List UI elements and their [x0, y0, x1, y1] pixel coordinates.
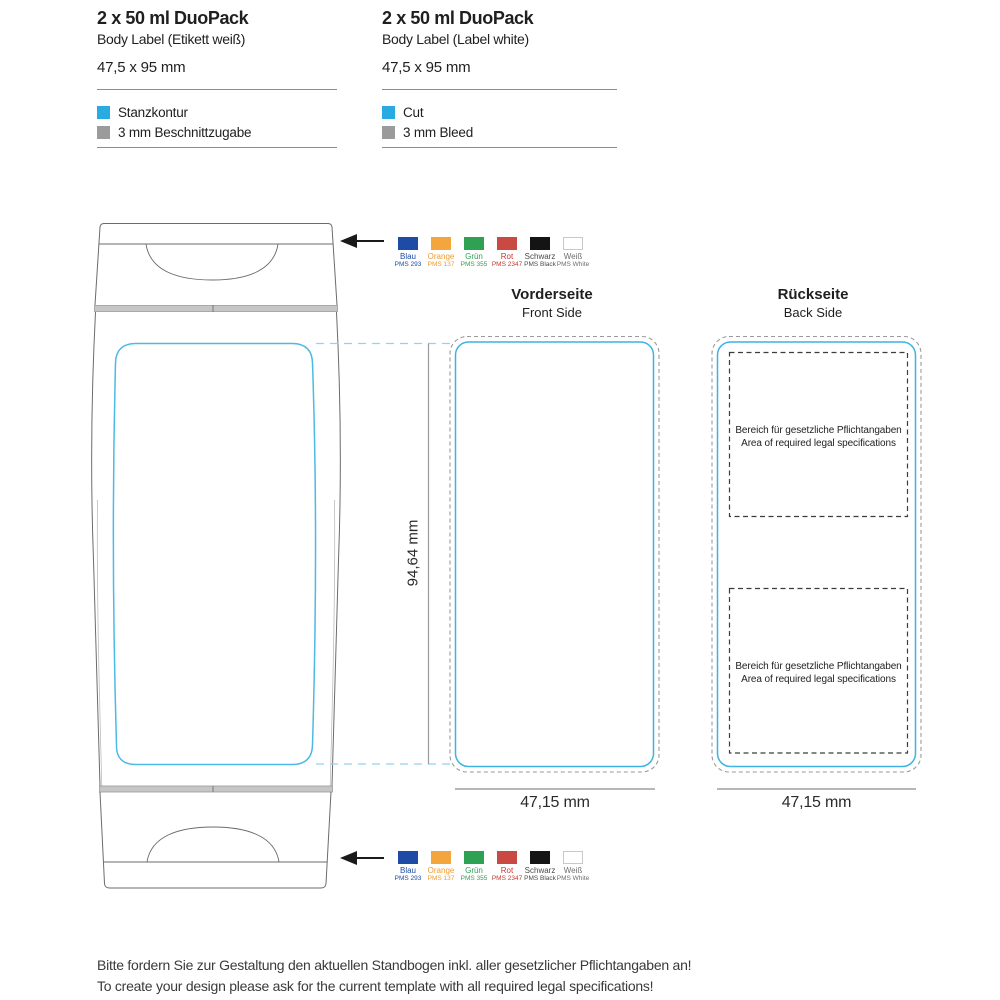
divider [382, 147, 617, 148]
color-swatch-weiß [556, 237, 590, 269]
legal-area-text-2 [733, 660, 904, 686]
cap-bottom-arrow-left-icon [340, 851, 384, 865]
swatch-name: Weiß [563, 252, 583, 261]
spec-subtitle-left: Body Label (Etikett weiß) [97, 31, 246, 47]
swatch-pms-code: PMS 137 [427, 261, 455, 268]
swatch-color-box [530, 237, 550, 250]
swatch-name: Schwarz [524, 252, 556, 261]
front-width-dimension-label: 47,15 mm [520, 794, 590, 811]
swatch-pms-code: PMS White [556, 261, 590, 268]
swatch-color-box [398, 237, 418, 250]
swatch-pms-code: PMS White [556, 875, 590, 882]
swatch-name: Grün [465, 252, 483, 261]
legal-text-de: Bereich für gesetzliche Pflichtangaben [735, 425, 902, 436]
legend-label: Cut [403, 105, 424, 120]
color-swatch-rot [491, 851, 523, 883]
swatch-pms-code: PMS 2347 [491, 261, 523, 268]
color-swatch-strip-top [394, 237, 590, 269]
projection-guide-lines [316, 344, 451, 765]
spec-subtitle-right: Body Label (Label white) [382, 31, 529, 47]
color-swatch-grün [460, 851, 488, 883]
swatch-pms-code: PMS Black [524, 875, 556, 882]
swatch-name: Rot [500, 866, 514, 875]
swatch-name: Blau [399, 866, 416, 875]
color-swatch-blau [394, 237, 422, 269]
front-title: Vorderseite [511, 286, 593, 303]
color-swatch-orange [427, 237, 455, 269]
swatch-name: Blau [399, 252, 416, 261]
legal-text-de: Bereich für gesetzliche Pflichtangaben [735, 661, 902, 672]
bottle-body [92, 312, 341, 792]
swatch-name: Orange [427, 866, 455, 875]
swatch-color-box [431, 851, 451, 864]
back-cut-outline [718, 342, 916, 767]
swatch-color-box [497, 237, 517, 250]
swatch-color-box [563, 851, 583, 864]
height-dimension-label: 94,64 mm [404, 519, 422, 587]
back-title: Rückseite [777, 286, 849, 303]
legend-row-bleed-en [382, 125, 473, 140]
legend-label: Stanzkontur [118, 105, 188, 120]
legend-row-cut-en [382, 105, 423, 120]
color-swatch-blau [394, 851, 422, 883]
color-swatch-schwarz [524, 237, 556, 269]
legal-text-en: Area of required legal specifications [741, 438, 896, 449]
back-side-heading [713, 286, 913, 320]
front-subtitle: Front Side [522, 305, 582, 320]
swatch-pms-code: PMS 355 [460, 875, 488, 882]
color-swatch-rot [491, 237, 523, 269]
swatch-pms-code: PMS 293 [394, 875, 422, 882]
swatch-name: Rot [500, 252, 514, 261]
legend-row-cut-de [97, 105, 188, 120]
spec-title-left: 2 x 50 ml DuoPack [97, 8, 249, 28]
swatch-color-box [497, 851, 517, 864]
color-swatch-strip-bottom [394, 851, 590, 883]
legal-text-en: Area of required legal specifications [741, 674, 896, 685]
cut-color-square [382, 106, 395, 119]
back-width-dimension-label: 47,15 mm [781, 794, 852, 811]
swatch-pms-code: PMS 2347 [491, 875, 523, 882]
color-swatch-schwarz [524, 851, 556, 883]
divider [97, 147, 337, 148]
swatch-name: Schwarz [524, 866, 556, 875]
swatch-pms-code: PMS 137 [427, 875, 455, 882]
swatch-color-box [563, 237, 583, 250]
color-swatch-grün [460, 237, 488, 269]
front-cut-outline [456, 342, 654, 767]
cap-top-arrow-left-icon [340, 234, 384, 248]
bottle-cap-bottom [100, 792, 331, 888]
divider [97, 89, 337, 90]
front-label-outlines [450, 337, 659, 790]
swatch-color-box [530, 851, 550, 864]
legend-label: 3 mm Bleed [403, 125, 474, 140]
swatch-name: Weiß [563, 866, 583, 875]
front-side-heading [452, 286, 652, 320]
spec-size-left: 47,5 x 95 mm [97, 59, 186, 76]
swatch-color-box [431, 237, 451, 250]
cut-color-square [97, 106, 110, 119]
swatch-name: Orange [427, 252, 455, 261]
bleed-color-square [97, 126, 110, 139]
footer-note-en: To create your design please ask for the current template with all required legal specifications! [97, 978, 654, 994]
spec-header-left [97, 8, 248, 47]
swatch-name: Grün [465, 866, 483, 875]
divider [382, 89, 617, 90]
spec-title-right: 2 x 50 ml DuoPack [382, 8, 534, 28]
swatch-color-box [464, 851, 484, 864]
footer-note-de: Bitte fordern Sie zur Gestaltung den aktuellen Standbogen inkl. aller gesetzlicher Pflichtangaben an! [97, 957, 692, 973]
back-label-outlines [712, 337, 921, 790]
bottle-cap-top [95, 224, 338, 313]
legend-row-bleed-de [97, 125, 251, 140]
swatch-color-box [464, 237, 484, 250]
bottle-label-cut-line [113, 344, 315, 765]
spec-header-right [382, 8, 533, 47]
back-subtitle: Back Side [783, 305, 843, 320]
color-swatch-orange [427, 851, 455, 883]
spec-size-right: 47,5 x 95 mm [382, 59, 471, 76]
swatch-pms-code: PMS 355 [460, 261, 488, 268]
swatch-color-box [398, 851, 418, 864]
bleed-color-square [382, 126, 395, 139]
legal-area-text-1 [733, 424, 904, 450]
color-swatch-weiß [556, 851, 590, 883]
legend-label: 3 mm Beschnittzugabe [118, 125, 252, 140]
swatch-pms-code: PMS Black [524, 261, 556, 268]
swatch-pms-code: PMS 293 [394, 261, 422, 268]
